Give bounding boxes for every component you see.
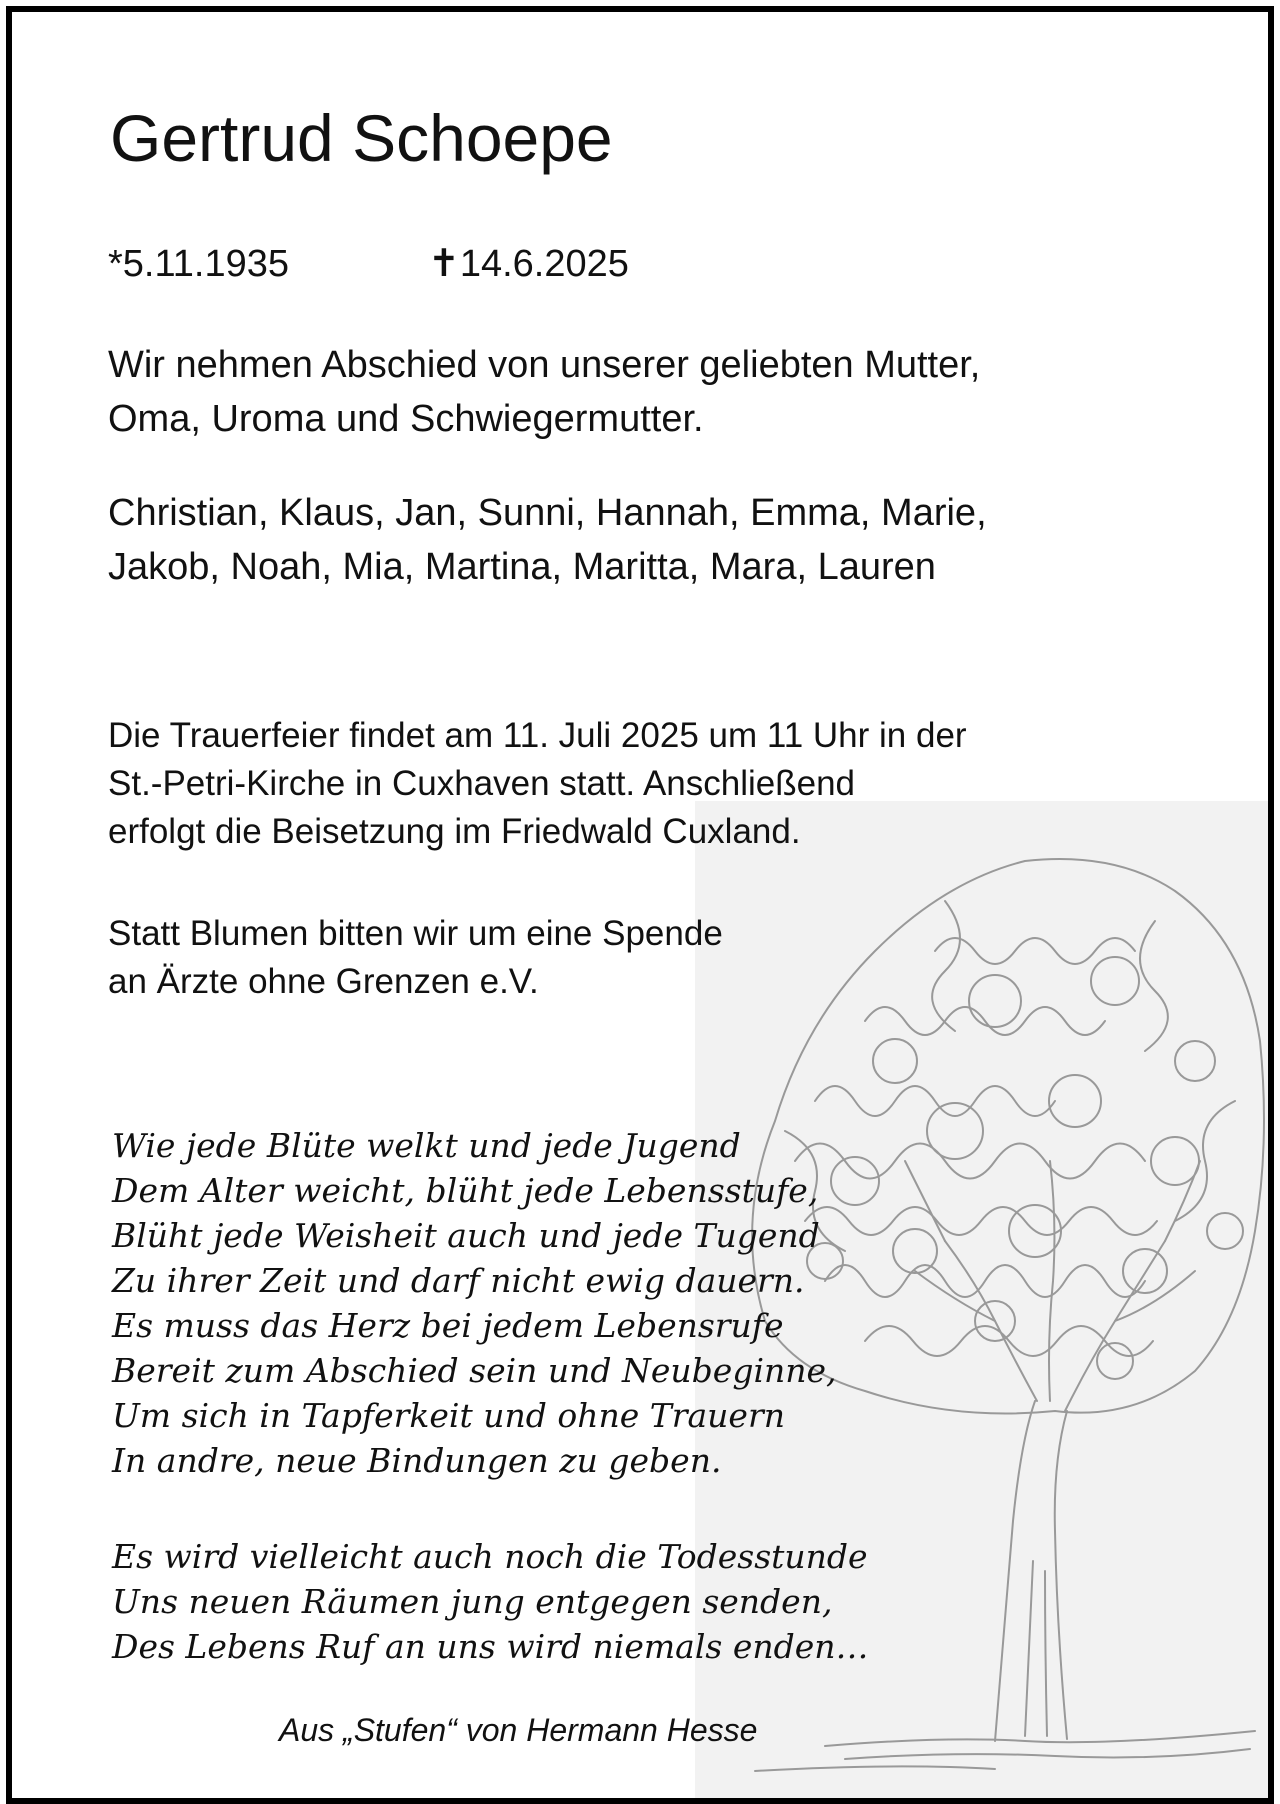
service-line: erfolgt die Beisetzung im Friedwald Cuxland. [108, 812, 801, 851]
poem-line: Um sich in Tapferkeit und ohne Trauern [112, 1396, 785, 1435]
poem-line: Es muss das Herz bei jedem Lebensrufe [112, 1306, 784, 1345]
funeral-service-info [108, 712, 967, 856]
poem-attribution: Aus „Stufen“ von Hermann Hesse [279, 1712, 758, 1748]
mourners-line: Jakob, Noah, Mia, Martina, Maritta, Mara, Lauren [108, 546, 936, 588]
mourners-list [108, 486, 987, 594]
poem-line: Bereit zum Abschied sein und Neubeginne, [112, 1351, 837, 1390]
poem-stanza-2 [112, 1534, 869, 1669]
service-line: St.-Petri-Kirche in Cuxhaven statt. Anschließend [108, 764, 856, 803]
donation-line: an Ärzte ohne Grenzen e.V. [108, 962, 539, 1001]
birth-date: *5.11.1935 [108, 243, 290, 285]
mourners-line: Christian, Klaus, Jan, Sunni, Hannah, Emma, Marie, [108, 492, 987, 534]
poem-line: Uns neuen Räumen jung entgegen senden, [112, 1582, 833, 1621]
poem-line: Wie jede Blüte welkt und jede Jugend [112, 1126, 741, 1165]
poem-line: Zu ihrer Zeit und darf nicht ewig dauern. [112, 1261, 805, 1300]
service-line: Die Trauerfeier findet am 11. Juli 2025 um 11 Uhr in der [108, 716, 967, 755]
death-date: ✝14.6.2025 [428, 243, 629, 285]
deceased-name: Gertrud Schoepe [110, 101, 613, 175]
farewell-line: Wir nehmen Abschied von unserer geliebten Mutter, [108, 344, 981, 386]
poem-line: Es wird vielleicht auch noch die Todesstunde [112, 1537, 868, 1576]
farewell-text [108, 338, 980, 446]
poem-line: Blüht jede Weisheit auch und jede Tugend [112, 1216, 820, 1255]
poem-line: Dem Alter weicht, blüht jede Lebensstufe, [112, 1171, 819, 1210]
donation-request [108, 910, 723, 1006]
obituary-card [6, 6, 1274, 1804]
farewell-line: Oma, Uroma und Schwiegermutter. [108, 398, 704, 440]
poem-stanza-1 [112, 1123, 837, 1483]
donation-line: Statt Blumen bitten wir um eine Spende [108, 914, 723, 953]
poem-line: In andre, neue Bindungen zu geben. [112, 1441, 722, 1480]
poem-line: Des Lebens Ruf an uns wird niemals enden… [112, 1627, 869, 1666]
